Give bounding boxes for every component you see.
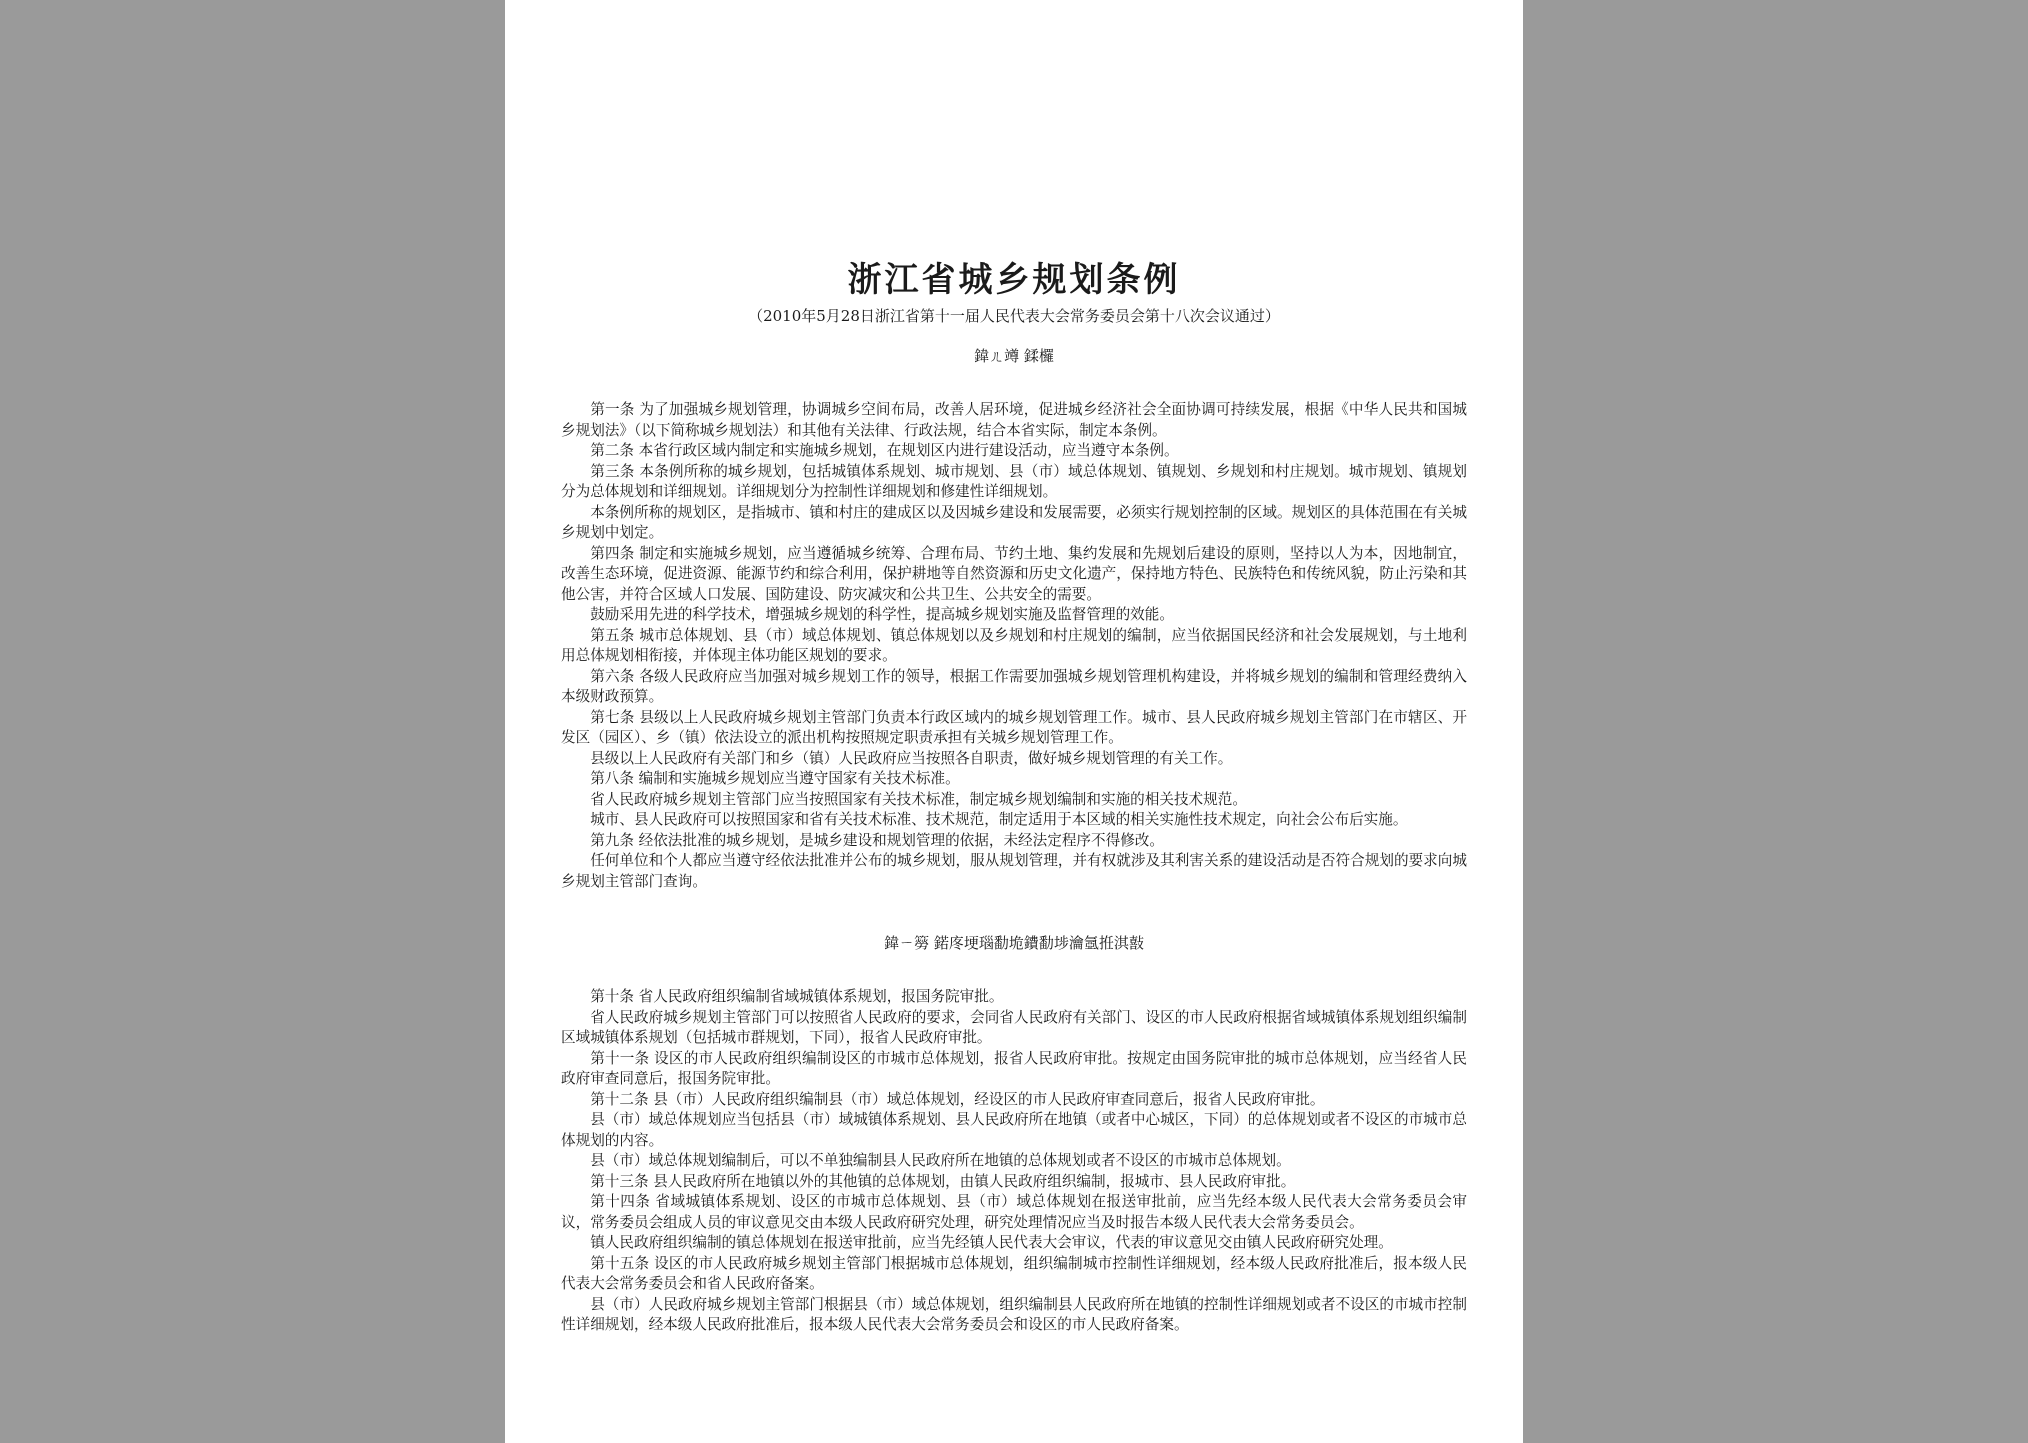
chapter-heading: 鍏ㄧ簩 鍩庝埂瑙勫垝鐨勫埗瀹氬拰淇敼: [884, 934, 1144, 952]
paragraph: 第三条 本条例所称的城乡规划，包括城镇体系规划、城市规划、县（市）域总体规划、镇规划、乡规划和村庄规划。城市规划、镇规划分为总体规划和详细规划。详细规划分为控制性详细规划和修建性详细规划。: [561, 462, 1467, 500]
document-subtitle: （2010年5月28日浙江省第十一届人民代表大会常务委员会第十八次会议通过）: [748, 307, 1280, 325]
paragraph: 县（市）人民政府城乡规划主管部门根据县（市）域总体规划，组织编制县人民政府所在地镇的控制性详细规划或者不设区的市城市控制性详细规划，经本级人民政府批准后，报本级人民代表大会常务委员会和设区的市人民政府备案。: [561, 1295, 1467, 1333]
paragraph: 任何单位和个人都应当遵守经依法批准并公布的城乡规划，服从规划管理，并有权就涉及其利害关系的建设活动是否符合规划的要求向城乡规划主管部门查询。: [561, 852, 1467, 890]
paragraph: 第十二条 县（市）人民政府组织编制县（市）域总体规划，经设区的市人民政府审查同意后，报省人民政府审批。: [590, 1090, 1325, 1108]
paragraph: 鼓励采用先进的科学技术，增强城乡规划的科学性，提高城乡规划实施及监督管理的效能。: [590, 606, 1174, 623]
paragraph: 第十三条 县人民政府所在地镇以外的其他镇的总体规划，由镇人民政府组织编制，报城市、县人民政府审批。: [590, 1172, 1296, 1190]
paragraph: 城市、县人民政府可以按照国家和省有关技术标准、技术规范，制定适用于本区域的相关实施性技术规定，向社会公布后实施。: [590, 811, 1408, 828]
chapter-1-body: [561, 400, 1467, 892]
paragraph: 第七条 县级以上人民政府城乡规划主管部门负责本行政区域内的城乡规划管理工作。城市、县人民政府城乡规划主管部门在市辖区、开发区（园区）、乡（镇）依法设立的派出机构按照规定职责承担有关城乡规划管理工作。: [561, 708, 1467, 746]
paragraph: 第一条 为了加强城乡规划管理，协调城乡空间布局，改善人居环境，促进城乡经济社会全面协调可持续发展，根据《中华人民共和国城乡规划法》（以下简称城乡规划法）和其他有关法律、行政法规，结合本省实际，制定本条例。: [561, 401, 1467, 439]
paragraph: 县（市）域总体规划编制后，可以不单独编制县人民政府所在地镇的总体规划或者不设区的市城市总体规划。: [590, 1152, 1291, 1169]
paragraph: 县级以上人民政府有关部门和乡（镇）人民政府应当按照各自职责，做好城乡规划管理的有关工作。: [590, 749, 1233, 767]
paragraph: 本条例所称的规划区，是指城市、镇和村庄的建成区以及因城乡建设和发展需要，必须实行规划控制的区域。规划区的具体范围在有关城乡规划中划定。: [561, 503, 1467, 541]
paragraph: 第十条 省人民政府组织编制省域城镇体系规划，报国务院审批。: [590, 988, 1004, 1005]
chapter-2-body: [561, 987, 1467, 1336]
paragraph: 第六条 各级人民政府应当加强对城乡规划工作的领导，根据工作需要加强城乡规划管理机构建设，并将城乡规划的编制和管理经费纳入本级财政预算。: [561, 667, 1467, 705]
paragraph: 县（市）域总体规划应当包括县（市）域城镇体系规划、县人民政府所在地镇（或者中心城区，下同）的总体规划或者不设区的市城市总体规划的内容。: [561, 1111, 1467, 1149]
chapter-heading: 鍏ㄦ竴 鍒欏: [974, 347, 1054, 365]
document-title: 浙江省城乡规划条例: [847, 260, 1181, 300]
paragraph: 省人民政府城乡规划主管部门可以按照省人民政府的要求，会同省人民政府有关部门、设区的市人民政府根据省域城镇体系规划组织编制区域城镇体系规划（包括城市群规划，下同），报省人民政府审批。: [561, 1008, 1467, 1046]
paragraph: 第五条 城市总体规划、县（市）域总体规划、镇总体规划以及乡规划和村庄规划的编制，应当依据国民经济和社会发展规划，与土地利用总体规划相衔接，并体现主体功能区规划的要求。: [561, 626, 1467, 664]
paragraph: 第十一条 设区的市人民政府组织编制设区的市城市总体规划，报省人民政府审批。按规定由国务院审批的城市总体规划，应当经省人民政府审查同意后，报国务院审批。: [561, 1049, 1467, 1087]
paragraph: 第四条 制定和实施城乡规划，应当遵循城乡统筹、合理布局、节约土地、集约发展和先规划后建设的原则，坚持以人为本，因地制宜，改善生态环境，促进资源、能源节约和综合利用，保护耕地等自然资源和历史文化遗产，保持地方特色、民族特色和传统风貌，防止污染和其他公害，并符合区域人口发展、国防建设、防灾减灾和公共卫生、公共安全的需要。: [561, 544, 1467, 603]
document-page: [505, 0, 1523, 1443]
paragraph: 第十五条 设区的市人民政府城乡规划主管部门根据城市总体规划，组织编制城市控制性详细规划，经本级人民政府批准后，报本级人民代表大会常务委员会和省人民政府备案。: [561, 1254, 1467, 1292]
paragraph: 镇人民政府组织编制的镇总体规划在报送审批前，应当先经镇人民代表大会审议，代表的审议意见交由镇人民政府研究处理。: [590, 1234, 1393, 1251]
paragraph: 省人民政府城乡规划主管部门应当按照国家有关技术标准，制定城乡规划编制和实施的相关技术规范。: [590, 790, 1247, 808]
paragraph: 第十四条 省域城镇体系规划、设区的市城市总体规划、县（市）域总体规划在报送审批前，应当先经本级人民代表大会常务委员会审议，常务委员会组成人员的审议意见交由本级人民政府研究处理，研究处理情况应当及时报告本级人民代表大会常务委员会。: [561, 1193, 1467, 1231]
paragraph: 第二条 本省行政区域内制定和实施城乡规划，在规划区内进行建设活动，应当遵守本条例。: [590, 442, 1179, 459]
paragraph: 第八条 编制和实施城乡规划应当遵守国家有关技术标准。: [590, 770, 960, 787]
paragraph: 第九条 经依法批准的城乡规划，是城乡建设和规划管理的依据，未经法定程序不得修改。: [590, 831, 1164, 849]
